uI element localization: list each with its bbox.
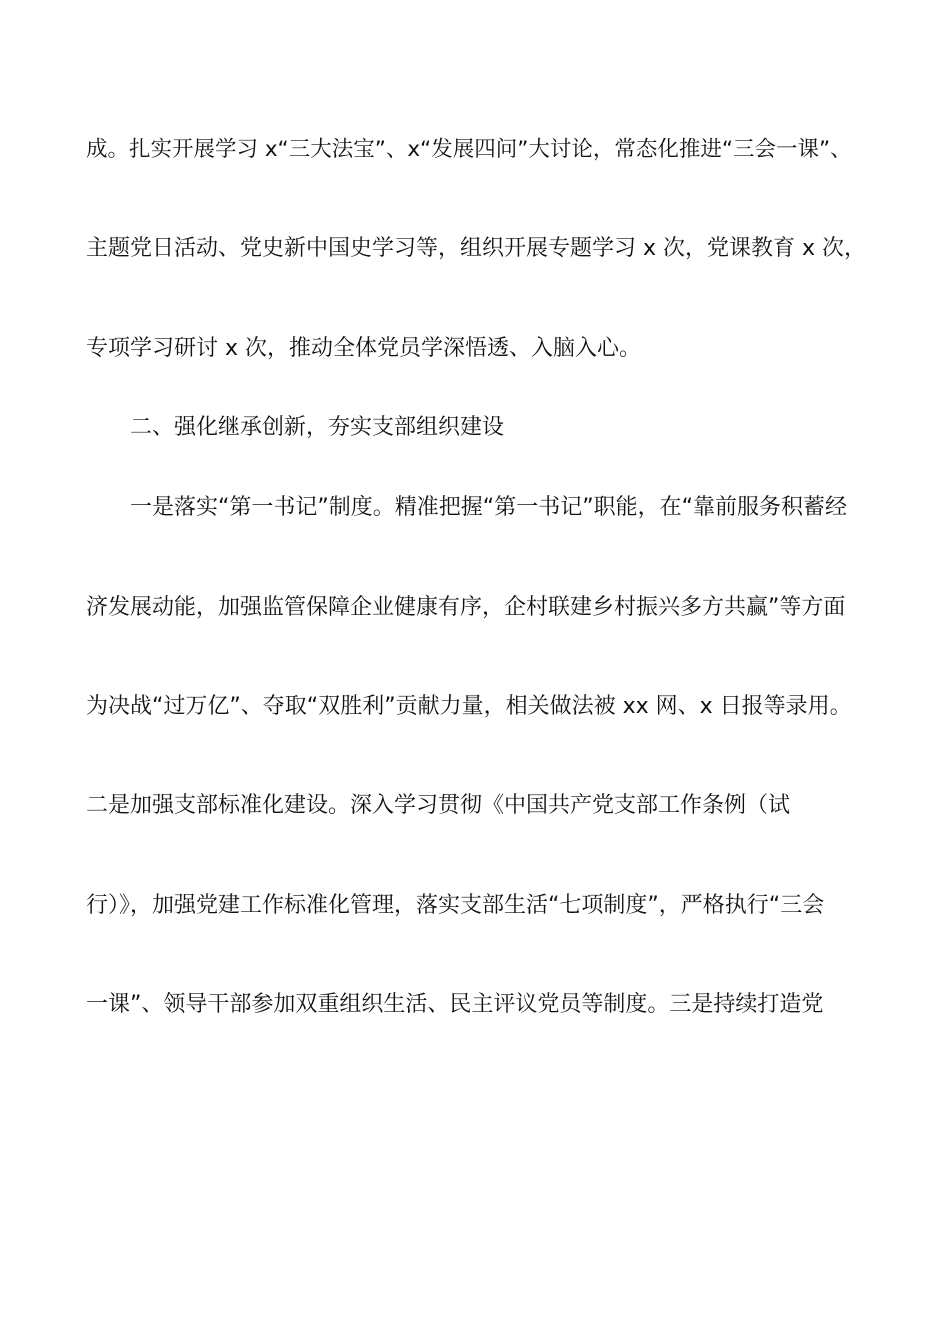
- text-line-3: 专项学习研讨 x 次，推动全体党员学深悟透、入脑入心。: [86, 336, 642, 361]
- text-line-8: 二是加强支部标准化建设。深入学习贯彻《中国共产党支部工作条例（试: [86, 793, 791, 818]
- text-line-6: 济发展动能，加强监管保障企业健康有序，企村联建乡村振兴多方共赢”等方面: [86, 595, 846, 620]
- text-line-2: 主题党日活动、党史新中国史学习等，组织开展专题学习 x 次，党课教育 x 次，: [86, 236, 867, 261]
- section-heading: 二、强化继承创新，夯实支部组织建设: [130, 415, 505, 440]
- text-line-7: 为决战“过万亿”、夺取“双胜利”贡献力量，相关做法被 xx 网、x 日报等录用。: [86, 694, 852, 719]
- text-line-9: 行）》，加强党建工作标准化管理，落实支部生活“七项制度”，严格执行“三会: [86, 893, 825, 918]
- text-line-5: 一是落实“第一书记”制度。精准把握“第一书记”职能，在“靠前服务积蓄经: [130, 495, 847, 520]
- text-line-1: 成。扎实开展学习 x“三大法宝”、x“发展四问”大讨论，常态化推进“三会一课”、: [86, 137, 852, 162]
- text-line-10: 一课”、领导干部参加双重组织生活、民主评议党员等制度。三是持续打造党: [86, 992, 824, 1017]
